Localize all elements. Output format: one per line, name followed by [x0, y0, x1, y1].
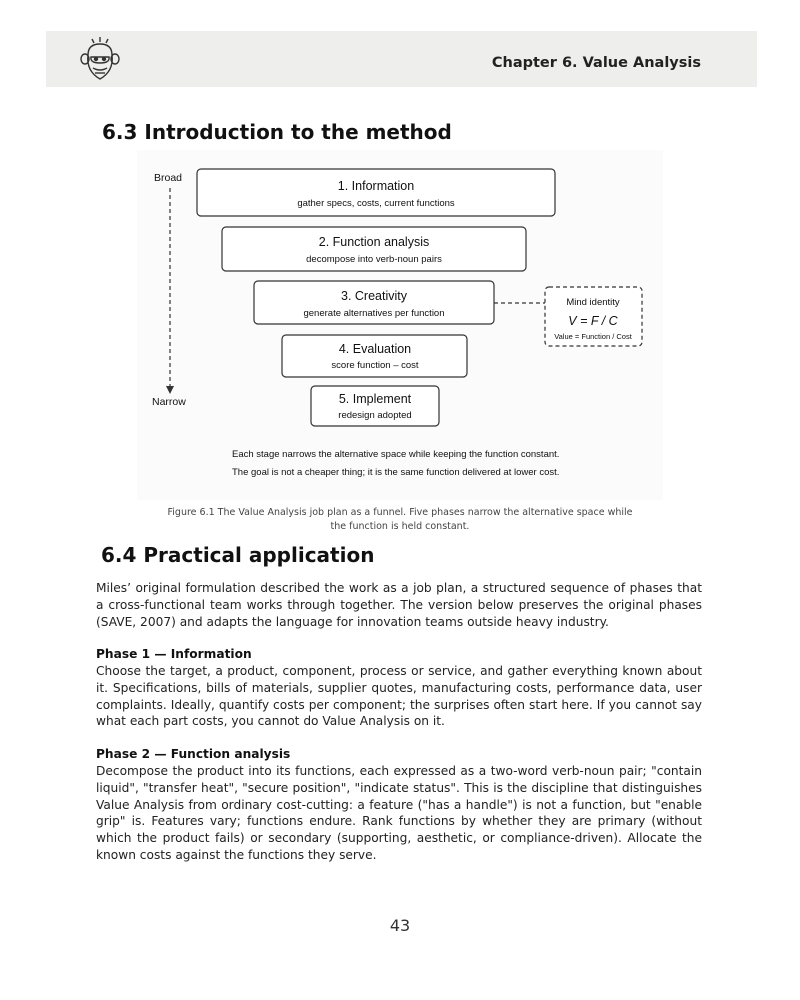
mind-identity-legend: Value = Function / Cost: [554, 332, 632, 341]
axis-narrow-label: Narrow: [152, 396, 186, 408]
stage-4-title: 4. Evaluation: [338, 342, 412, 356]
chapter-title: Chapter 6. Value Analysis: [491, 55, 701, 71]
stage-3-subtitle: generate alternatives per function: [303, 308, 445, 319]
stage-2-title: 2. Function analysis: [318, 235, 430, 249]
stage-3-title: 3. Creativity: [341, 289, 407, 303]
stage-5-subtitle: redesign adopted: [338, 410, 412, 421]
phase-2-paragraph: Decompose the product into its functions, each expressed as a two-word verb-noun pair; "contain liquid", "transfer heat", "secure position", "indicate status". This is the discipline that distinguishes Value Analysis from ordinary cost-cutting: a feature ("has a handle") is not a function, but "enable grip" is. Features vary; functions endure. Rank functions by whether they are primary (without which the product fails) or secondary (supporting, aesthetic, or compliance-driven). Allocate the known costs against the functions they serve.: [96, 764, 702, 862]
stage-1-subtitle: gather specs, costs, current functions: [297, 198, 455, 209]
page-number: 43: [389, 916, 411, 935]
axis-broad-label: Broad: [154, 172, 183, 184]
figure-note-1: Each stage narrows the alternative space while keeping the function constant.: [232, 449, 560, 460]
axis-arrowhead-icon: [166, 386, 174, 394]
page-header: [46, 31, 757, 87]
mind-identity-title: Mind identity: [566, 297, 620, 308]
intro-paragraph: Miles’ original formulation described the work as a job plan, a structured sequence of phases that a cross-functional team works through together. The version below preserves the original phases (SAVE, 2007) and adapts the language for innovation teams outside heavy industry.: [96, 581, 702, 629]
funnel-diagram: [137, 150, 663, 500]
figure-caption-line-1: Figure 6.1 The Value Analysis job plan as a funnel. Five phases narrow the alternative space while: [167, 507, 633, 518]
monkey-head-logo-icon: [78, 35, 122, 83]
figure-note-2: The goal is not a cheaper thing; it is the same function delivered at lower cost.: [232, 467, 560, 478]
section-heading-6-4: 6.4 Practical application: [101, 543, 375, 567]
funnel-figure: [137, 150, 663, 500]
section-heading-6-3: 6.3 Introduction to the method: [102, 120, 452, 144]
phase-1-paragraph: Choose the target, a product, component, process or service, and gather everything known about it. Specifications, bills of materials, supplier quotes, manufacturing costs, performance data, user complaints. Ideally, quantify costs per component; the surprises often start here. If you cannot say what each part costs, you cannot do Value Analysis on it.: [96, 664, 702, 729]
stage-5-title: 5. Implement: [338, 392, 412, 406]
phase-1-title: Phase 1 — Information: [96, 647, 252, 661]
phase-2-title: Phase 2 — Function analysis: [96, 747, 291, 761]
mind-identity-formula: V = F / C: [568, 314, 618, 328]
stage-2-subtitle: decompose into verb-noun pairs: [306, 254, 442, 265]
stage-4-subtitle: score function – cost: [331, 360, 419, 371]
stage-1-title: 1. Information: [337, 179, 415, 193]
figure-caption: [150, 506, 650, 533]
figure-caption-line-2: the function is held constant.: [330, 520, 470, 532]
